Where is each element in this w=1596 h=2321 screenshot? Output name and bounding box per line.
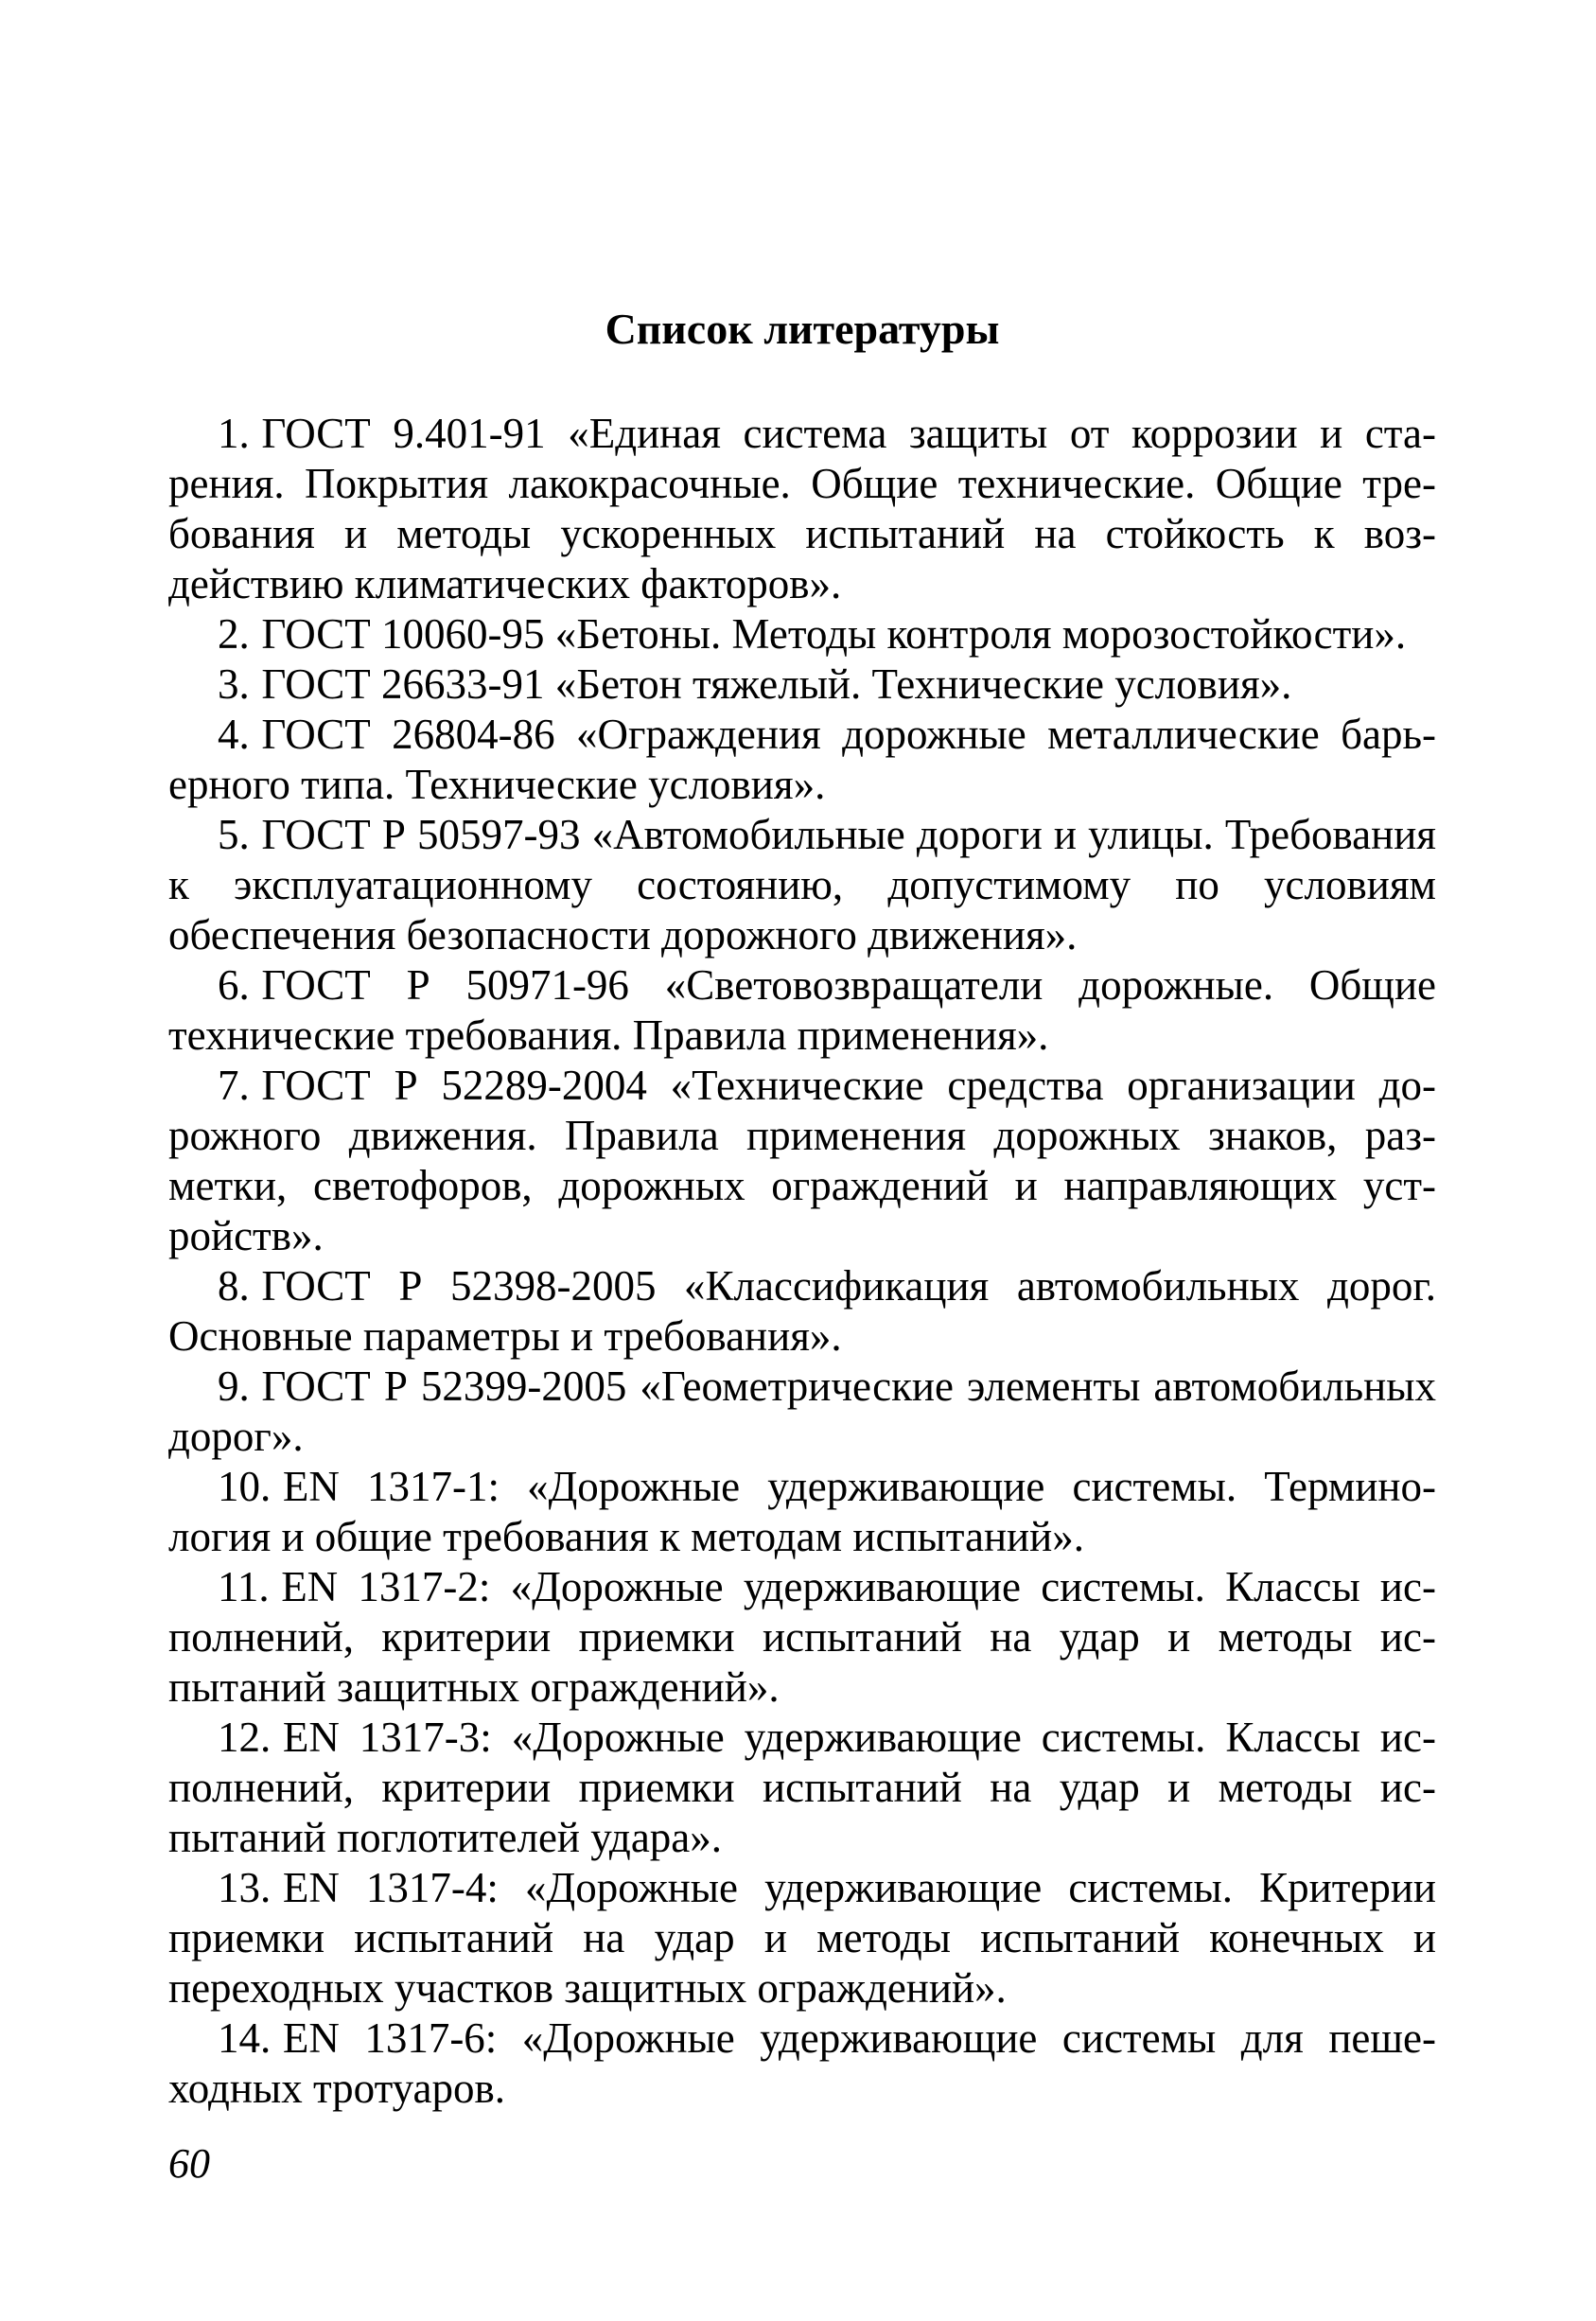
reference-text: ГОСТ 26633-91 «Бетон тяжелый. Технические условия». <box>261 660 1292 708</box>
reference-item <box>168 1061 1436 1261</box>
reference-item <box>168 710 1436 810</box>
reference-number: 14. <box>218 2014 272 2062</box>
page-title: Список литературы <box>605 305 1000 353</box>
reference-number: 9. <box>218 1363 250 1410</box>
page-number: 60 <box>168 2140 210 2187</box>
reference-item <box>168 810 1436 960</box>
reference-item <box>168 960 1436 1061</box>
reference-text: ГОСТ Р 52398-2005 «Классификация автомобильных дорог. Основные параметры и требования». <box>168 1262 1436 1360</box>
reference-text: ГОСТ Р 50597-93 «Автомобильные дороги и улицы. Требования к эксплуатационному состоянию, допустимому по условиям обеспечения безопасности дорожного движения». <box>168 811 1436 958</box>
reference-text: ГОСТ Р 52399-2005 «Геометрические элементы автомобильных дорог». <box>168 1363 1436 1460</box>
reference-number: 5. <box>218 811 250 858</box>
reference-text: ГОСТ 9.401-91 «Единая система защиты от коррозии и старения. Покрытия лакокрасочные. Общие технические. Общие требования и методы ускоренных испытаний на стойкость к воздействию климатических факторов». <box>168 410 1436 607</box>
reference-item <box>168 1462 1436 1562</box>
reference-number: 8. <box>218 1262 250 1310</box>
reference-text: EN 1317-6: «Дорожные удерживающие системы для пешеходных тротуаров. <box>168 2014 1436 2112</box>
reference-text: ГОСТ 10060-95 «Бетоны. Методы контроля морозостойкости». <box>261 610 1407 658</box>
reference-number: 12. <box>218 1714 272 1761</box>
reference-number: 11. <box>218 1563 270 1610</box>
reference-number: 10. <box>218 1463 272 1510</box>
reference-number: 4. <box>218 711 250 758</box>
reference-item <box>168 659 1436 710</box>
document-page <box>168 0 1436 2321</box>
reference-item <box>168 1261 1436 1362</box>
reference-item <box>168 1362 1436 1462</box>
reference-number: 2. <box>218 610 250 658</box>
reference-text: ГОСТ Р 52289-2004 «Технические средства организации дорожного движения. Правила применения дорожных знаков, разметки, светофоров, дорожных ограждений и направляющих устройств». <box>168 1062 1436 1259</box>
reference-text: ГОСТ Р 50971-96 «Световозвращатели дорожные. Общие технические требования. Правила применения». <box>168 961 1436 1059</box>
reference-number: 1. <box>218 410 250 457</box>
reference-item <box>168 1713 1436 1863</box>
reference-item <box>168 2013 1436 2114</box>
reference-text: EN 1317-1: «Дорожные удерживающие системы. Терминология и общие требования к методам испытаний». <box>168 1463 1436 1560</box>
reference-number: 13. <box>218 1864 272 1911</box>
reference-item <box>168 609 1436 659</box>
reference-item <box>168 1562 1436 1713</box>
reference-item <box>168 1863 1436 2013</box>
reference-text: EN 1317-3: «Дорожные удерживающие системы. Классы исполнений, критерии приемки испытаний на удар и методы испытаний поглотителей удара». <box>168 1714 1436 1861</box>
reference-number: 3. <box>218 660 250 708</box>
reference-text: EN 1317-4: «Дорожные удерживающие системы. Критерии приемки испытаний на удар и методы испытаний конечных и переходных участков защитных ограждений». <box>168 1864 1436 2012</box>
reference-number: 7. <box>218 1062 250 1109</box>
reference-number: 6. <box>218 961 250 1009</box>
reference-list <box>168 409 1436 2114</box>
reference-text: EN 1317-2: «Дорожные удерживающие системы. Классы исполнений, критерии приемки испытаний на удар и методы испытаний защитных ограждений». <box>168 1563 1436 1711</box>
reference-text: ГОСТ 26804-86 «Ограждения дорожные металлические барьерного типа. Технические условия». <box>168 711 1436 808</box>
reference-item <box>168 409 1436 609</box>
